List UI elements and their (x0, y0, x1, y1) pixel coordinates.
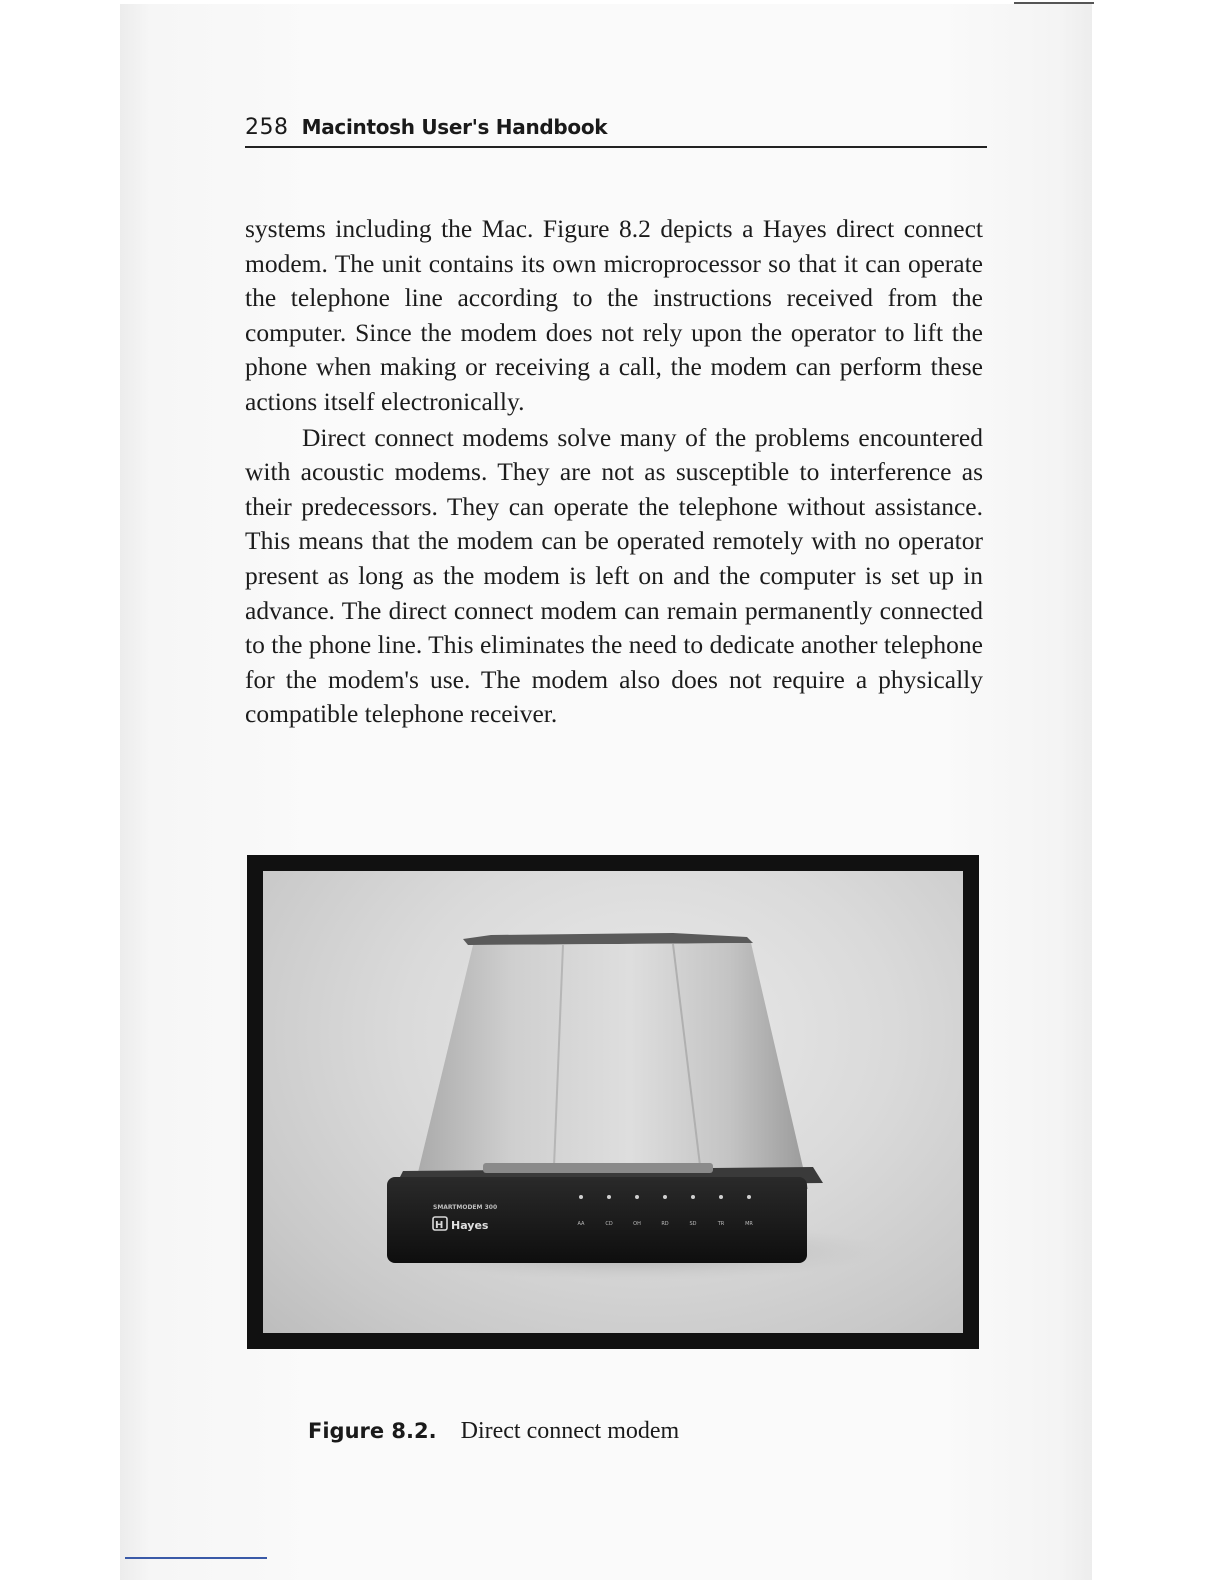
indicator-label: AA (577, 1221, 585, 1227)
paragraph-1: systems including the Mac. Figure 8.2 depicts a Hayes direct connect modem. The unit contains its own microprocessor so that it can operate the telephone line according to the instructions received from the computer. Since the modem does not rely upon the operator to lift the phone when making or receiving a call, the modem can perform these actions itself electronically. (245, 214, 983, 416)
indicator-light (579, 1195, 583, 1199)
front-panel (387, 1177, 807, 1263)
svg-text:H: H (435, 1220, 444, 1231)
product-name: SMARTMODEM 300 (433, 1204, 498, 1211)
modem-illustration (263, 871, 963, 1333)
indicator-light (719, 1195, 723, 1199)
scan-artifact-line (125, 1557, 267, 1559)
modem-photo (263, 871, 963, 1333)
body-text (245, 212, 983, 732)
running-head (245, 115, 987, 148)
indicator-light (607, 1195, 611, 1199)
indicator-label: TR (717, 1221, 725, 1227)
modem-body (413, 943, 808, 1193)
indicator-label: SD (689, 1221, 697, 1227)
indicator-label: MR (745, 1221, 753, 1227)
caption-text: Direct connect modem (460, 1418, 680, 1444)
indicator-light (691, 1195, 695, 1199)
indicator-label: CD (605, 1221, 613, 1227)
top-window (483, 1163, 713, 1173)
indicator-light (663, 1195, 667, 1199)
indicator-label: RD (661, 1221, 669, 1227)
indicator-light (747, 1195, 751, 1199)
page-number: 258 (245, 115, 289, 140)
figure-frame (247, 855, 979, 1349)
modem-rear-edge (463, 933, 753, 945)
indicator-label: OH (633, 1221, 641, 1227)
caption-label: Figure 8.2. (308, 1419, 437, 1443)
scan-artifact-line (1014, 2, 1094, 4)
paragraph-2: Direct connect modems solve many of the problems encountered with acoustic modems. They are not as susceptible to interference as their predecessors. They can operate the telephone without assistance. This means that the modem can be operated remotely with no operator present as long as the modem is left on and the computer is set up in advance. The direct connect modem can remain permanently connected to the phone line. This eliminates the need to dedicate another telephone for the modem's use. The modem also does not require a physically compatible telephone receiver. (245, 422, 983, 729)
figure-caption (308, 1418, 679, 1445)
book-title: Macintosh User's Handbook (301, 115, 608, 139)
indicator-light (635, 1195, 639, 1199)
brand-name: Hayes (451, 1219, 489, 1232)
